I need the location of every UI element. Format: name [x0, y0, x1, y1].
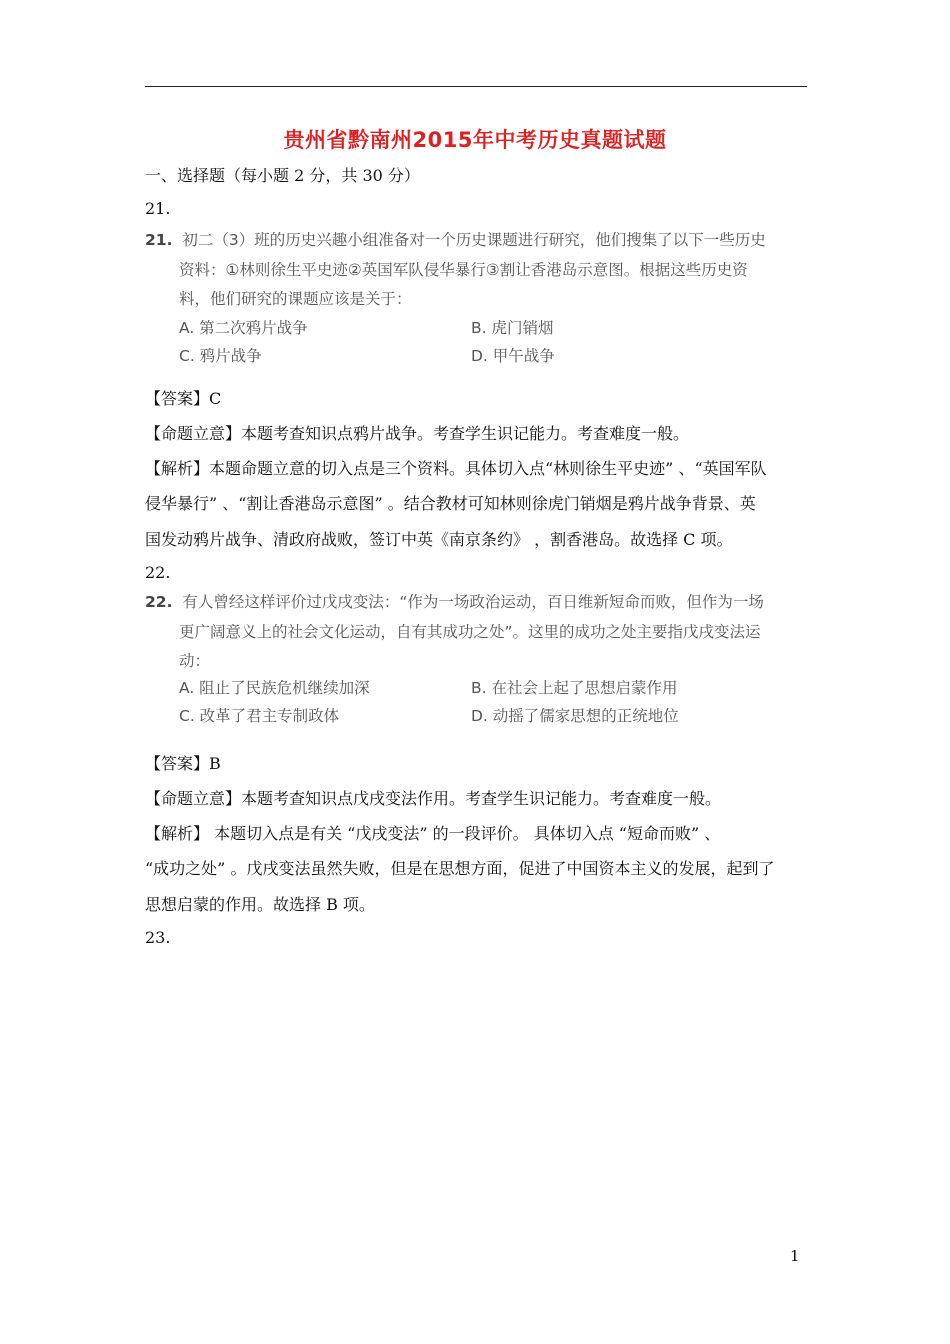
section-heading: 一、选择题（每小题 2 分，共 30 分） — [145, 166, 420, 185]
q22-stem-line-3: 动： — [179, 652, 211, 670]
q22-stem-line-2: 更广阔意义上的社会文化运动，自有其成功之处”。这里的成功之处主要指戊戌变法运 — [179, 623, 761, 641]
q21-stem-line-3: 料，他们研究的课题应该是关于： — [179, 290, 412, 308]
question-21-scan — [145, 228, 807, 368]
q21-intent: 【命题立意】本题考查知识点鸦片战争。考查学生识记能力。考查难度一般。 — [145, 424, 690, 443]
q22-option-b: B. 在社会上起了思想启蒙作用 — [471, 679, 678, 697]
q21-option-b: B. 虎门销烟 — [471, 319, 554, 337]
page-title: 贵州省黔南州2015年中考历史真题试题 — [283, 128, 667, 152]
q22-option-c: C. 改革了君主专制政体 — [179, 707, 340, 725]
q21-analysis-line-1: 【解析】本题命题立意的切入点是三个资料。具体切入点“林则徐生平史迹” 、“英国军队 — [145, 459, 767, 478]
question-22-scan — [145, 590, 807, 730]
q21-analysis-line-2: 侵华暴行” 、“割让香港岛示意图” 。结合教材可知林则徐虎门销烟是鸦片战争背景、英 — [145, 494, 756, 513]
q22-answer: 【答案】B — [145, 754, 221, 773]
page-number: 1 — [790, 1247, 800, 1265]
question-22-number: 22. — [145, 563, 171, 582]
q21-option-a: A. 第二次鸦片战争 — [179, 319, 308, 337]
q22-stem-text-1: 有人曾经这样评价过戊戌变法：“作为一场政治运动，百日维新短命而败，但作为一场 — [182, 593, 764, 611]
q22-analysis-line-1: 【解析】 本题切入点是有关 “戊戌变法” 的一段评价。 具体切入点 “短命而败” 、 — [145, 824, 721, 843]
question-21-number: 21. — [145, 199, 171, 218]
q21-stem-line-2: 资料：①林则徐生平史迹②英国军队侵华暴行③割让香港岛示意图。根据这些历史资 — [179, 261, 748, 279]
q21-option-c: C. 鸦片战争 — [179, 347, 262, 365]
q21-stem-text-1: 初二（3）班的历史兴趣小组准备对一个历史课题进行研究，他们搜集了以下一些历史 — [182, 231, 766, 249]
q21-stem-line-1 — [145, 228, 766, 250]
q22-stem-line-1 — [145, 590, 764, 612]
q22-scan-number: 22. — [145, 593, 173, 611]
q22-analysis-line-3: 思想启蒙的作用。故选择 B 项。 — [145, 895, 375, 914]
q21-answer: 【答案】C — [145, 389, 222, 408]
header-rule — [145, 86, 807, 87]
question-23-number: 23. — [145, 928, 171, 947]
q22-analysis-line-2: “成功之处” 。戊戌变法虽然失败，但是在思想方面，促进了中国资本主义的发展，起到了 — [145, 859, 775, 878]
q21-analysis-line-3: 国发动鸦片战争、清政府战败，签订中英《南京条约》 ，割香港岛。故选择 C 项。 — [145, 530, 733, 549]
q21-scan-number: 21. — [145, 231, 173, 249]
q21-option-d: D. 甲午战争 — [471, 347, 555, 365]
q22-option-a: A. 阻止了民族危机继续加深 — [179, 679, 370, 697]
q22-intent: 【命题立意】本题考查知识点戊戌变法作用。考查学生识记能力。考查难度一般。 — [145, 789, 722, 808]
q22-option-d: D. 动摇了儒家思想的正统地位 — [471, 707, 679, 725]
